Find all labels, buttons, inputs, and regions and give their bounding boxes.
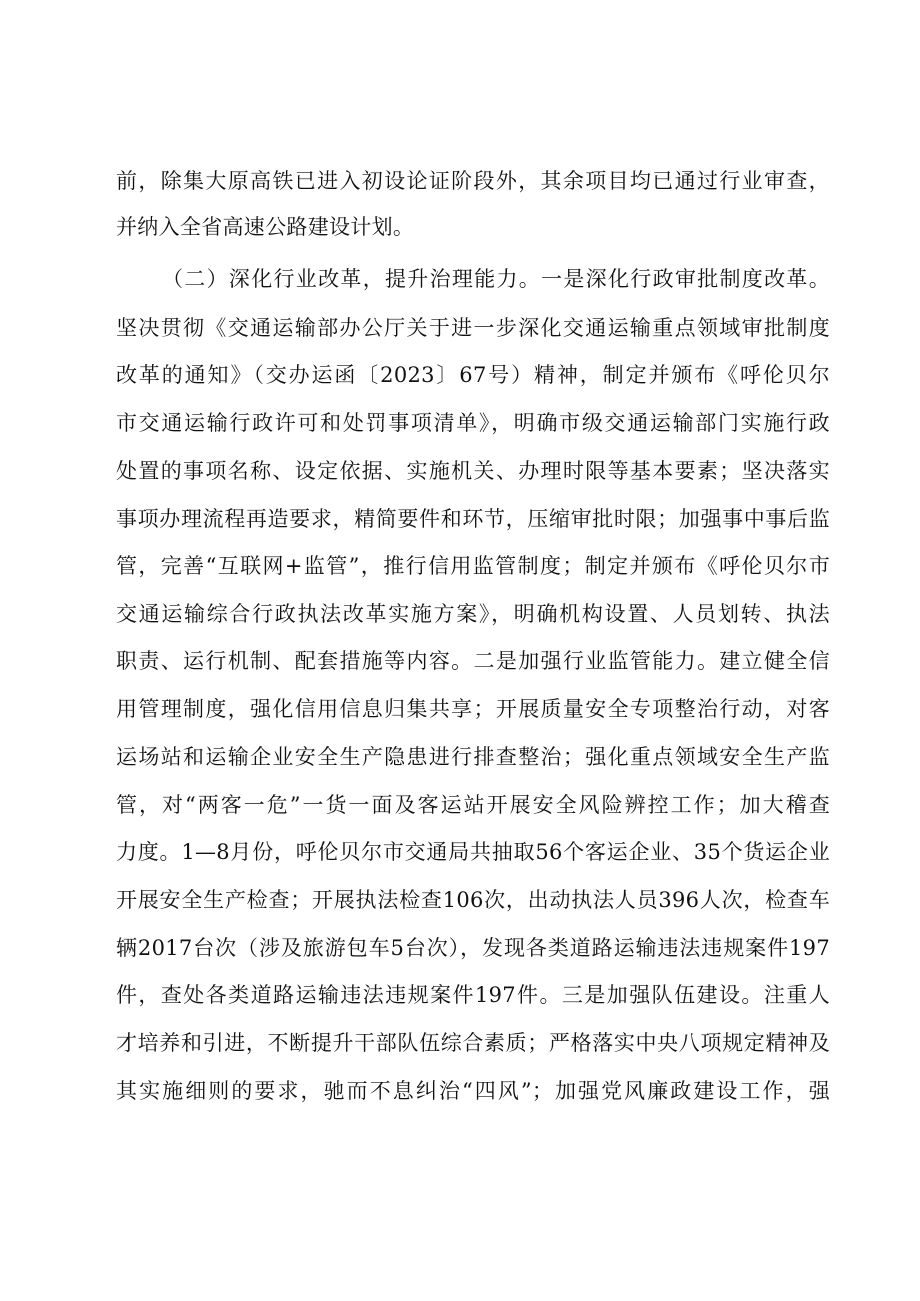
text-line: 力度。1—8月份，呼伦贝尔市交通局共抽取56个客运企业、35个货运企业 — [116, 840, 830, 864]
text-line: 改革的通知》（交办运函〔2023〕67号）精神，制定并颁布《呼伦贝尔 — [116, 363, 830, 387]
text-line: 前，除集大原高铁已进入初设论证阶段外，其余项目均已通过行业审查， — [116, 169, 830, 193]
text-line: 坚决贯彻《交通运输部办公厅关于进一步深化交通运输重点领域审批制度 — [116, 316, 830, 340]
text-line: 市交通运输行政许可和处罚事项清单》，明确市级交通运输部门实施行政 — [116, 411, 830, 435]
text-line: 并纳入全省高速公路建设计划。 — [116, 215, 415, 239]
text-line: 交通运输综合行政执法改革实施方案》，明确机构设置、人员划转、执法 — [116, 602, 830, 626]
text-line: 开展安全生产检查；开展执法检查106次，出动执法人员396人次，检查车 — [116, 888, 830, 912]
text-line: 管，完善“互联网+监管”，推行信用监管制度；制定并颁布《呼伦贝尔市 — [116, 554, 830, 578]
text-line: 件，查处各类道路运输违法违规案件197件。三是加强队伍建设。注重人 — [116, 983, 830, 1007]
text-line: 运场站和运输企业安全生产隐患进行排查整治；强化重点领域安全生产监 — [116, 745, 830, 769]
text-line: 辆2017台次（涉及旅游包车5台次），发现各类道路运输违法违规案件197 — [116, 936, 830, 960]
text-line: 其实施细则的要求，驰而不息纠治“四风”；加强党风廉政建设工作，强 — [116, 1079, 830, 1103]
text-line: 管，对“两客一危”一货一面及客运站开展安全风险辨控工作；加大稽查 — [116, 793, 830, 817]
text-line: 职责、运行机制、配套措施等内容。二是加强行业监管能力。建立健全信 — [116, 649, 830, 673]
text-line: 处置的事项名称、设定依据、实施机关、办理时限等基本要素；坚决落实 — [116, 459, 830, 483]
text-line: 事项办理流程再造要求，精简要件和环节，压缩审批时限；加强事中事后监 — [116, 507, 830, 531]
section-heading-line: （二）深化行业改革，提升治理能力。一是深化行政审批制度改革。 — [162, 267, 830, 291]
text-line: 用管理制度，强化信用信息归集共享；开展质量安全专项整治行动，对客 — [116, 697, 830, 721]
text-line: 才培养和引进，不断提升干部队伍综合素质；严格落实中央八项规定精神及 — [116, 1031, 830, 1055]
